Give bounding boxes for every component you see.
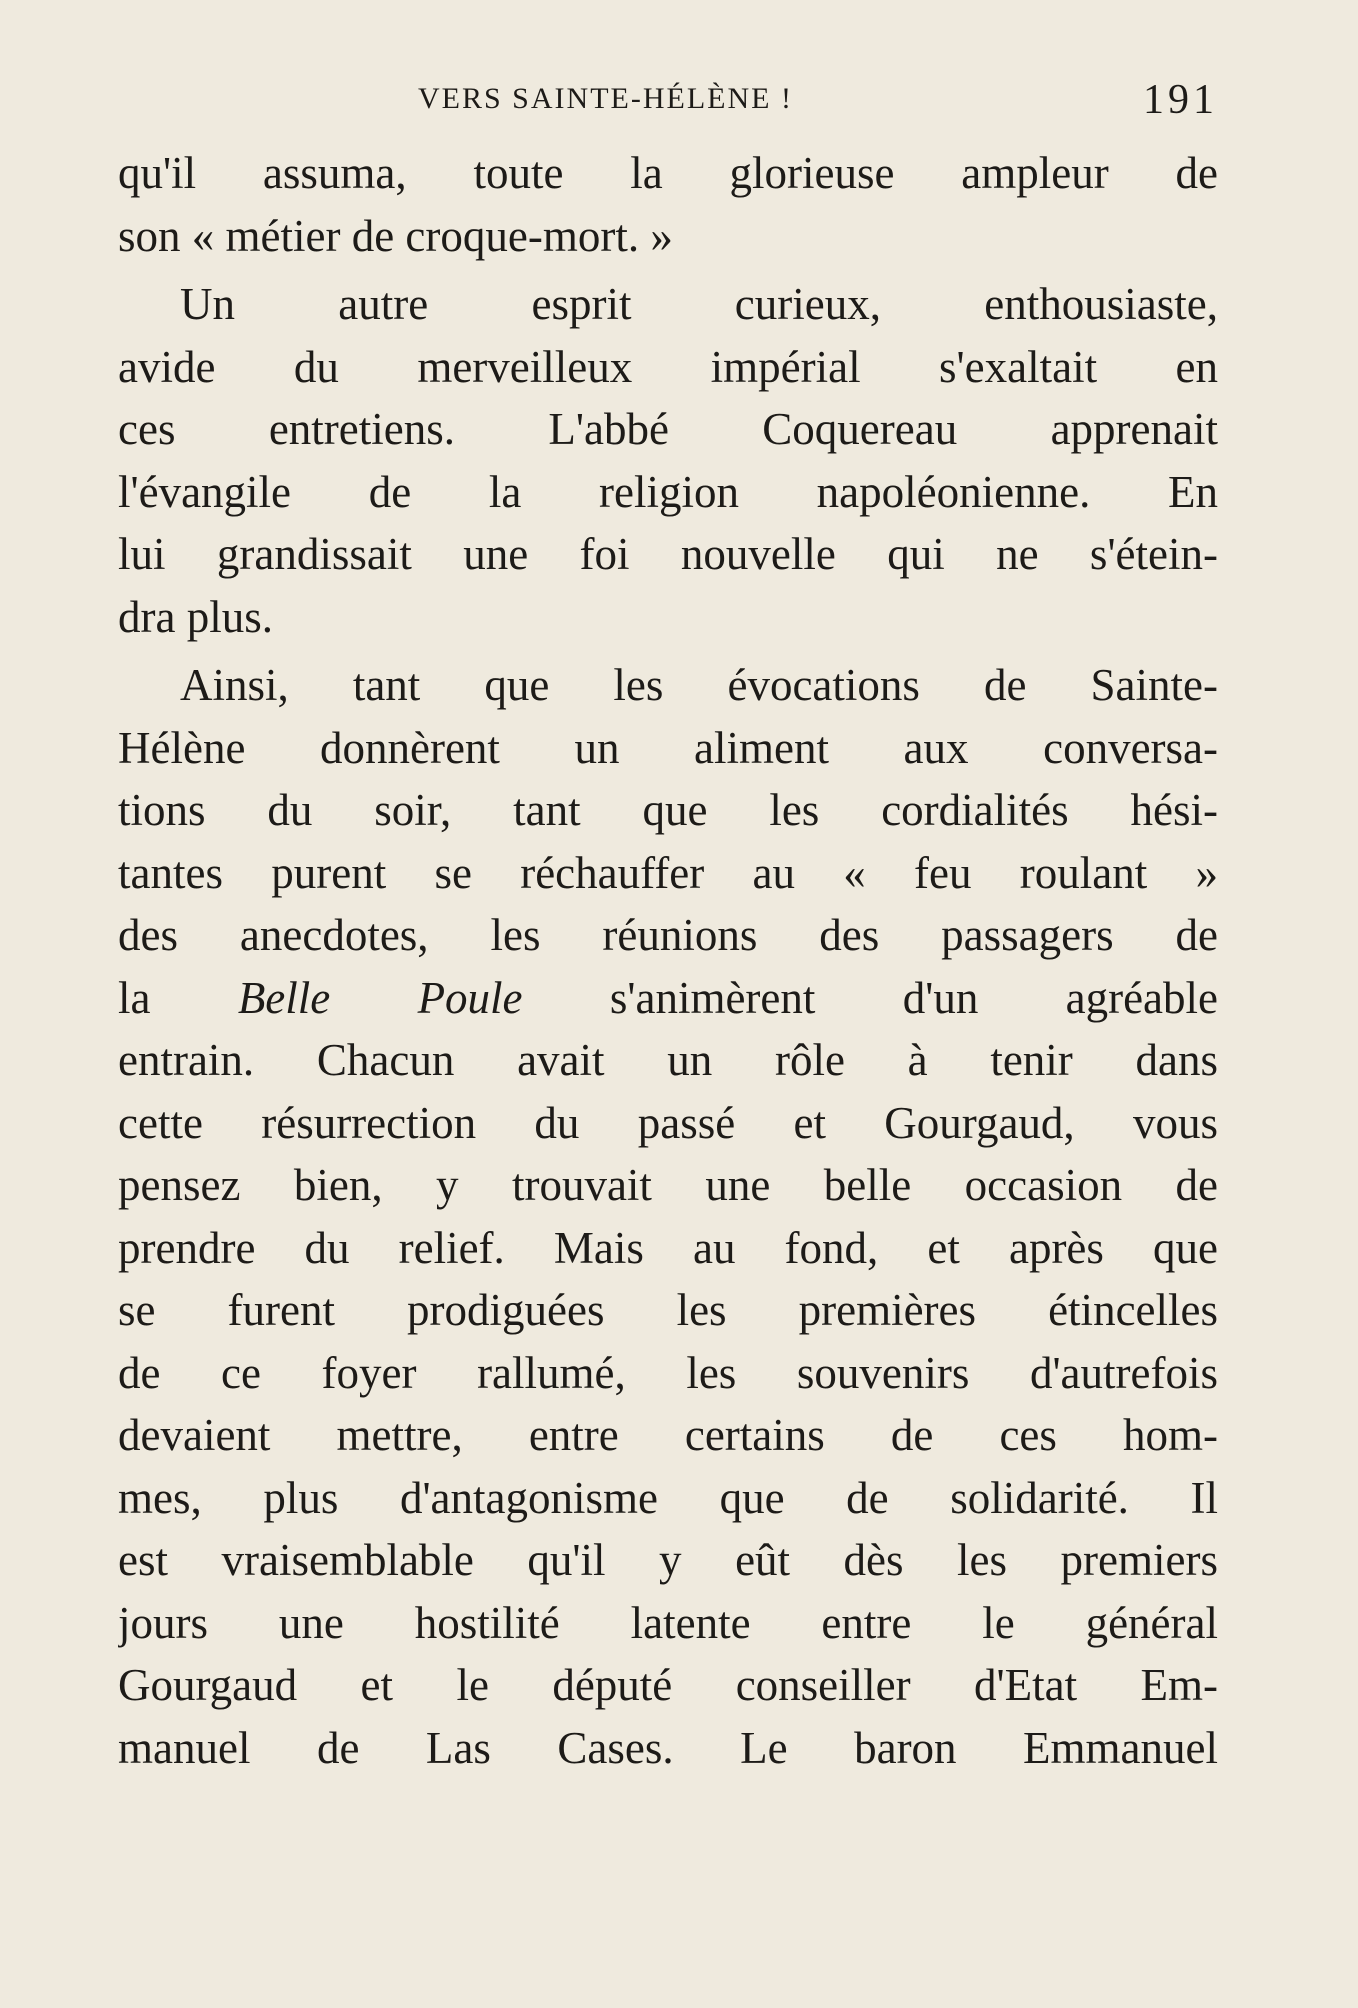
paragraph xyxy=(118,654,1218,1779)
ship-name-italic: Belle Poule xyxy=(237,972,523,1023)
text-line: mes, plus d'antagonisme que de solidarité. Il xyxy=(118,1472,1218,1523)
text-line: tantes purent se réchauffer au « feu roulant » xyxy=(118,847,1218,898)
text-line: de ce foyer rallumé, les souvenirs d'autrefois xyxy=(118,1347,1218,1398)
text-line-with-italic xyxy=(118,967,1218,1030)
text-line: lui grandissait une foi nouvelle qui ne s'étein- xyxy=(118,529,1218,579)
text-line: ces entretiens. L'abbé Coquereau apprenait xyxy=(118,404,1218,454)
page-number: 191 xyxy=(1143,77,1218,123)
text-line: qu'il assuma, toute la glorieuse ampleur de xyxy=(118,148,1218,198)
text-line: cette résurrection du passé et Gourgaud, vous xyxy=(118,1097,1218,1148)
text-line: son « métier de croque-mort. » xyxy=(118,210,673,261)
text-line: entrain. Chacun avait un rôle à tenir dans xyxy=(118,1035,1218,1085)
running-title: VERS SAINTE-HÉLÈNE ! xyxy=(418,82,793,115)
text-line: dra plus. xyxy=(118,591,273,642)
paragraph xyxy=(118,142,1218,267)
text-line: est vraisemblable qu'il y eût dès les premiers xyxy=(118,1535,1218,1585)
running-head xyxy=(118,76,1218,126)
text-line: se furent prodiguées les premières étincelles xyxy=(118,1285,1218,1335)
paragraph xyxy=(118,273,1218,648)
text-line: tions du soir, tant que les cordialités hési- xyxy=(118,785,1218,835)
text-line: devaient mettre, entre certains de ces hom- xyxy=(118,1410,1218,1460)
text-line: Gourgaud et le député conseiller d'Etat Em- xyxy=(118,1660,1218,1710)
text-line: prendre du relief. Mais au fond, et après que xyxy=(118,1222,1218,1273)
text-line: l'évangile de la religion napoléonienne. En xyxy=(118,466,1218,517)
text-line: avide du merveilleux impérial s'exaltait en xyxy=(118,341,1218,392)
text-fragment: la xyxy=(118,972,151,1023)
text-line: jours une hostilité latente entre le général xyxy=(118,1597,1218,1648)
text-line: des anecdotes, les réunions des passagers de xyxy=(118,910,1218,960)
text-line: Hélène donnèrent un aliment aux conversa- xyxy=(118,722,1218,773)
text-line: Un autre esprit curieux, enthousiaste, xyxy=(180,279,1218,329)
body-text xyxy=(118,142,1218,1779)
text-line: manuel de Las Cases. Le baron Emmanuel xyxy=(118,1722,1218,1773)
text-line: Ainsi, tant que les évocations de Sainte- xyxy=(180,660,1218,710)
text-fragment: s'animèrent d'un agréable xyxy=(609,972,1218,1023)
text-line: pensez bien, y trouvait une belle occasion de xyxy=(118,1160,1218,1210)
